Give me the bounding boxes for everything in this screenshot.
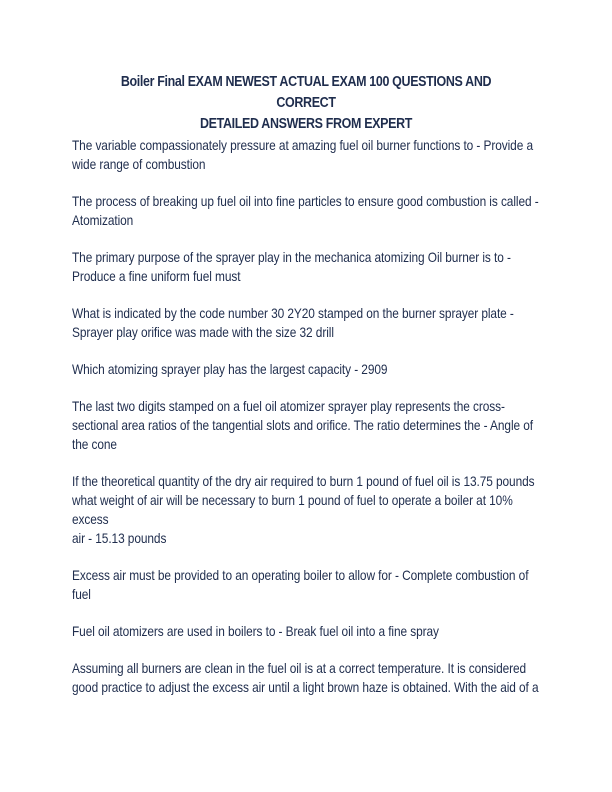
document-body	[72, 136, 612, 715]
paragraph-line: The process of breaking up fuel oil into fine particles to ensure good combustion is called -	[72, 194, 539, 209]
paragraph-line: The variable compassionately pressure at amazing fuel oil burner functions to - Provide a	[72, 138, 533, 153]
paragraph-line: Assuming all burners are clean in the fuel oil is at a correct temperature. It is considered	[72, 661, 527, 676]
paragraph-line: Which atomizing sprayer play has the largest capacity - 2909	[72, 362, 388, 377]
paragraph-line: the cone	[72, 437, 117, 452]
paragraph-line: what weight of air will be necessary to burn 1 pound of fuel to operate a boiler at 10% excess	[72, 493, 513, 527]
paragraph-line: Atomization	[72, 213, 134, 228]
paragraph-line: Produce a fine uniform fuel must	[72, 269, 241, 284]
qa-paragraph	[72, 472, 545, 548]
paragraph-line: The primary purpose of the sprayer play in the mechanica atomizing Oil burner is to -	[72, 250, 511, 265]
paragraph-line: Excess air must be provided to an operating boiler to allow for - Complete combustion of	[72, 568, 529, 583]
qa-paragraph	[72, 659, 545, 697]
qa-paragraph	[72, 622, 545, 641]
paragraph-line: Fuel oil atomizers are used in boilers to - Break fuel oil into a fine spray	[72, 624, 439, 639]
paragraph-line: sectional area ratios of the tangential slots and orifice. The ratio determines the - Angle of	[72, 418, 534, 433]
qa-paragraph	[72, 360, 545, 379]
paragraph-line: fuel	[72, 587, 91, 602]
qa-paragraph	[72, 192, 545, 230]
title-line: DETAILED ANSWERS FROM EXPERT	[199, 116, 413, 132]
title-line: Boiler Final EXAM NEWEST ACTUAL EXAM 100 QUESTIONS AND CORRECT	[120, 74, 492, 111]
qa-paragraph	[72, 397, 545, 454]
paragraph-line: If the theoretical quantity of the dry air required to burn 1 pound of fuel oil is 13.75 pounds	[72, 474, 535, 489]
document-title	[94, 72, 517, 135]
qa-paragraph	[72, 566, 545, 604]
paragraph-line: The last two digits stamped on a fuel oil atomizer sprayer play represents the cross-	[72, 399, 505, 414]
qa-paragraph	[72, 248, 545, 286]
paragraph-line: good practice to adjust the excess air until a light brown haze is obtained. With the aid of a	[72, 680, 539, 695]
paragraph-line: What is indicated by the code number 30 2Y20 stamped on the burner sprayer plate -	[72, 306, 514, 321]
paragraph-line: Sprayer play orifice was made with the size 32 drill	[72, 325, 334, 340]
qa-paragraph	[72, 304, 545, 342]
qa-paragraph	[72, 136, 545, 174]
paragraph-line: wide range of combustion	[72, 157, 206, 172]
paragraph-line: air - 15.13 pounds	[72, 531, 167, 546]
